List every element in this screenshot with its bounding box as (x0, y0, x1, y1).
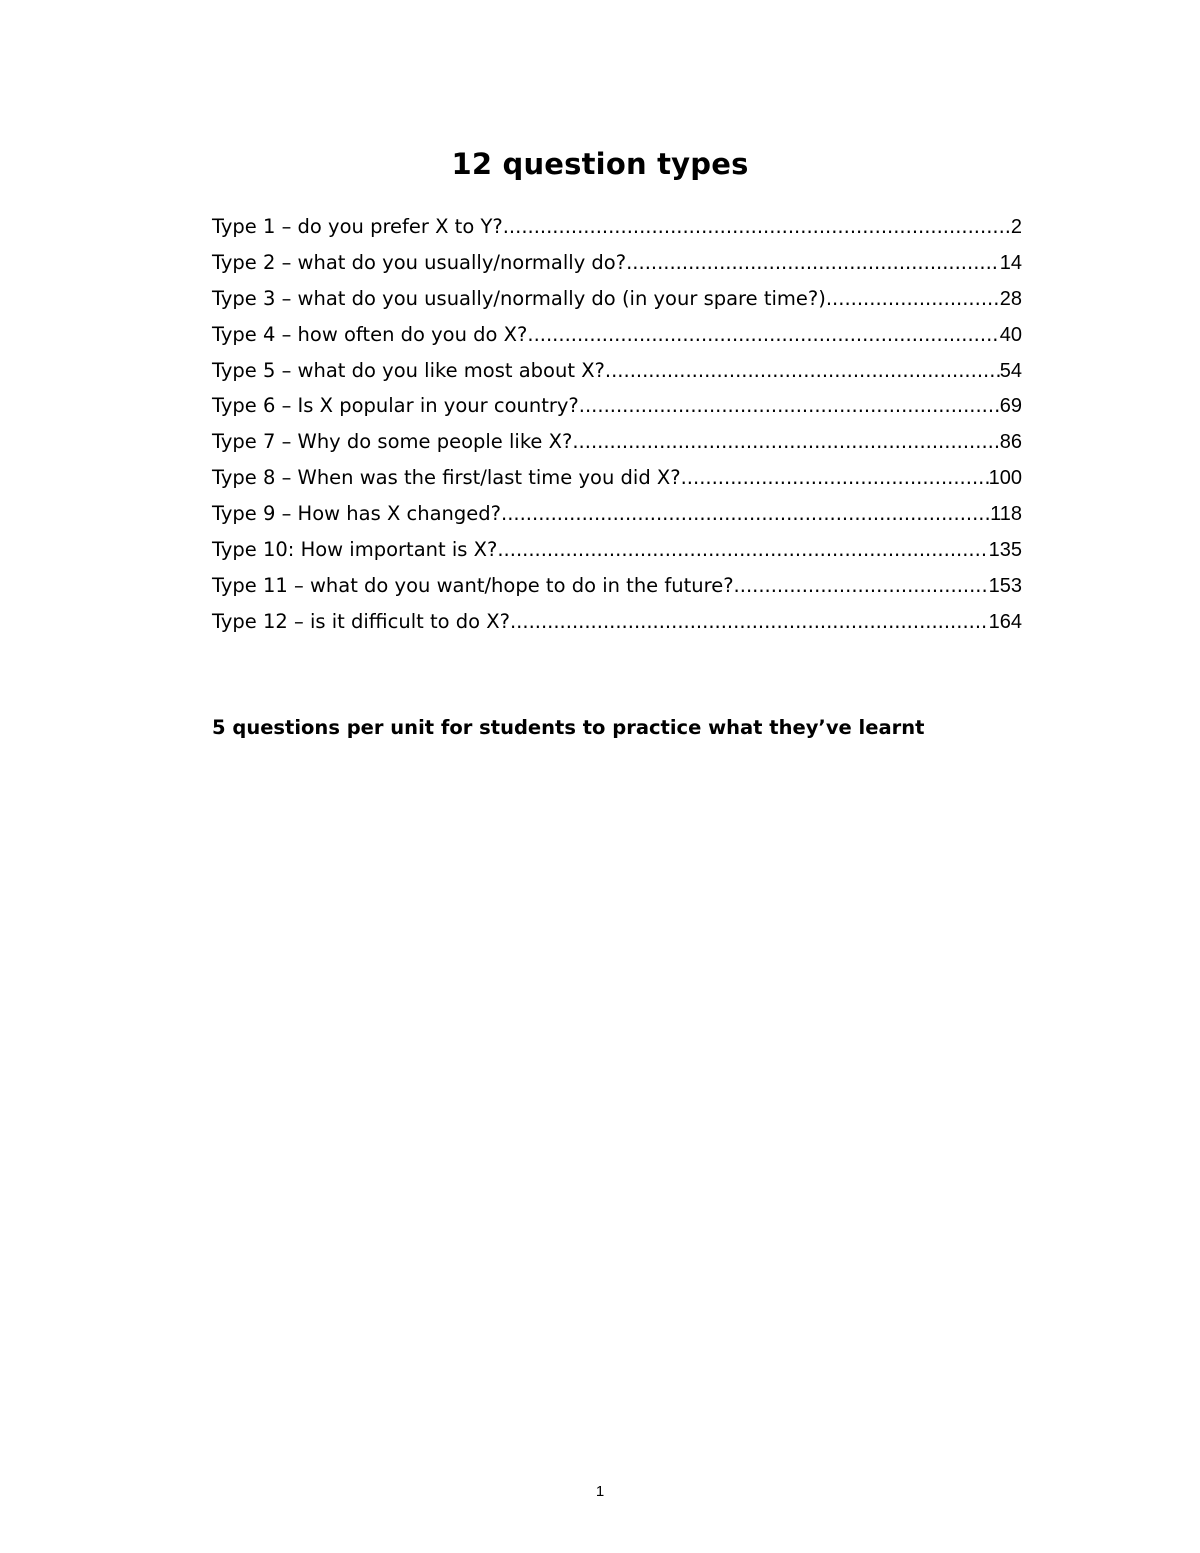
toc-entry (212, 532, 1022, 568)
toc-entry-label: Type 2 – what do you usually/normally do? (212, 250, 627, 274)
toc-entry (212, 281, 1022, 317)
toc-entry-label: Type 4 – how often do you do X? (212, 322, 528, 346)
toc-entry (212, 424, 1022, 460)
toc-entry-page: 153 (988, 574, 1022, 597)
toc-entry-label: Type 12 – is it difficult to do X? (212, 609, 510, 633)
toc-entry-label: Type 11 – what do you want/hope to do in the future? (212, 573, 734, 597)
toc-dot-leader (826, 281, 1000, 317)
toc-dot-leader (497, 532, 988, 568)
toc-entry-label: Type 3 – what do you usually/normally do (in your spare time?) (212, 286, 826, 310)
toc-entry-label: Type 1 – do you prefer X to Y? (212, 215, 503, 238)
toc-dot-leader (734, 568, 989, 604)
toc-entry (212, 317, 1022, 353)
toc-entry (212, 568, 1022, 604)
toc-dot-leader (579, 388, 1000, 424)
toc-entry-label: Type 6 – Is X popular in your country? (212, 394, 579, 418)
toc-entry-page: 86 (999, 431, 1022, 454)
toc-entry (212, 460, 1022, 496)
page-title: 12 question types (451, 147, 749, 181)
toc-entry (212, 353, 1022, 389)
toc-entry-page: 100 (988, 467, 1022, 490)
toc-entry-page: 69 (999, 395, 1022, 418)
toc-entry (212, 245, 1022, 281)
toc-entry-label: Type 10: How important is X? (212, 538, 498, 562)
toc-dot-leader (605, 353, 1000, 389)
toc-entry (212, 209, 1022, 245)
table-of-contents (212, 209, 1022, 640)
toc-entry-label: Type 5 – what do you like most about X? (212, 358, 605, 382)
toc-dot-leader (527, 317, 999, 353)
toc-entry-page: 118 (990, 503, 1022, 526)
toc-entry-page: 54 (999, 359, 1022, 382)
toc-dot-leader (501, 496, 990, 532)
toc-entry-page: 28 (999, 287, 1022, 310)
toc-entry-page: 164 (988, 610, 1022, 633)
toc-entry-label: Type 9 – How has X changed? (212, 502, 501, 526)
toc-entry-label: Type 8 – When was the first/last time you did X? (212, 466, 681, 490)
toc-dot-leader (572, 424, 999, 460)
toc-entry-page: 14 (999, 251, 1022, 274)
toc-entry (212, 604, 1022, 640)
toc-dot-leader (503, 209, 1011, 245)
toc-entry-label: Type 7 – Why do some people like X? (212, 430, 573, 454)
practice-note: 5 questions per unit for students to practice what they’ve learnt (212, 716, 925, 739)
toc-dot-leader (510, 604, 989, 640)
toc-entry-page: 2 (1010, 216, 1022, 238)
toc-entry-page: 135 (988, 539, 1022, 562)
page-number: 1 (595, 1483, 605, 1500)
toc-entry (212, 496, 1022, 532)
toc-dot-leader (681, 460, 989, 496)
toc-dot-leader (626, 245, 1000, 281)
toc-entry (212, 388, 1022, 424)
toc-entry-page: 40 (999, 323, 1022, 346)
